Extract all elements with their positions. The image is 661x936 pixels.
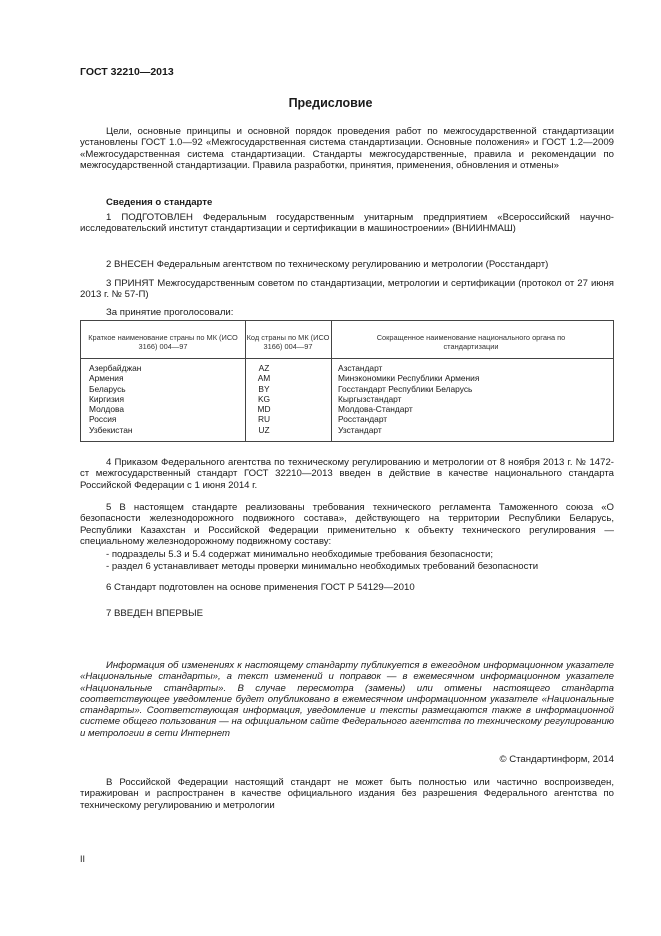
page-title: Предисловие (288, 96, 373, 110)
table-cell-code: BY (258, 383, 270, 394)
copyright-line: © Стандартинформ, 2014 (499, 754, 614, 765)
table-cell-body: Минэкономики Республики Армения (338, 373, 480, 384)
document-header: ГОСТ 32210—2013 (80, 66, 174, 78)
table-row (81, 425, 613, 435)
table-cell-country: Киргизия (89, 393, 125, 404)
table-cell-country: Россия (89, 414, 117, 425)
table-cell-country: Армения (89, 373, 124, 384)
table-cell-country: Молдова (89, 404, 124, 415)
item-7-paragraph: 7 ВВЕДЕН ВПЕРВЫЕ (106, 608, 204, 619)
table-row (81, 363, 613, 373)
notice-paragraph: Информация об изменениях к настоящему стандарту публикуется в ежегодном информационном указателе «Национальные стандарты», а текст изменений и поправок — в ежемесячном информационном указателе «Национальные стандарты». В случае пересмотра (замены) или отмены настоящего стандарта соответствующее уведомление будет опубликовано в ежемесячном информационном указателе «Национальные стандарты». Соответствующая информация, уведомление и тексты размещаются также в информационной системе общего пользования — на официальном сайте Федерального агентства по техническому регулированию и метрологии в сети Интернет (80, 660, 614, 739)
item-5-paragraph: 5 В настоящем стандарте реализованы требования технического регламента Таможенного союза «О безопасности железнодорожного подвижного состава», действующего на территории Республики Беларусь, Республики Казахстан и Российской Федерации применительно к объекту технического регулирования — специальному железнодорожному подвижному составу: (80, 502, 614, 547)
table-header-body: Сокращенное наименование национального органа по стандартизации (376, 333, 566, 351)
table-header-code: Код страны по МК (ИСО 3166) 004—97 (246, 333, 330, 351)
voting-table (80, 320, 614, 442)
table-cell-body: Кыргызстандарт (338, 393, 402, 404)
table-header-country: Краткое наименование страны по МК (ИСО 3166) 004—97 (88, 333, 238, 351)
table-cell-country: Беларусь (89, 383, 126, 394)
item-4-paragraph: 4 Приказом Федерального агентства по техническому регулированию и метрологии от 8 ноября 2013 г. № 1472-ст межгосударственный стандарт ГОСТ 32210—2013 введен в действие в качестве национального стандарта Российской Федерации с 1 июня 2014 г. (80, 457, 614, 491)
table-row (81, 373, 613, 383)
table-row (81, 384, 613, 394)
table-cell-body: Госстандарт Республики Беларусь (338, 383, 473, 394)
restriction-paragraph: В Российской Федерации настоящий стандарт не может быть полностью или частично воспроизведен, тиражирован и распространен в качестве официального издания без разрешения Федерального агентства по техническому регулированию и метрологии (80, 777, 614, 811)
table-cell-body: Росстандарт (338, 414, 388, 425)
item-2-paragraph: 2 ВНЕСЕН Федеральным агентством по техническому регулированию и метрологии (Росстандарт) (106, 259, 549, 270)
table-cell-country: Узбекистан (89, 424, 133, 435)
table-row (81, 404, 613, 414)
table-cell-country: Азербайджан (89, 363, 142, 373)
table-cell-code: KG (257, 393, 271, 404)
table-header (81, 321, 613, 359)
item-3-paragraph: 3 ПРИНЯТ Межгосударственным советом по стандартизации, метрологии и сертификации (протокол от 27 июня 2013 г. № 57-П) (80, 278, 614, 301)
page-number: II (80, 854, 86, 864)
intro-paragraph: Цели, основные принципы и основной порядок проведения работ по межгосударственной стандартизации установлены ГОСТ 1.0—92 «Межгосударственная система стандартизации. Основные положения» и ГОСТ 1.2—2009 «Межгосударственная система стандартизации. Стандарты межгосударственные, правила и рекомендации по межгосударственной стандартизации. Правила разработки, принятия, применения, обновления и отмены» (80, 126, 614, 171)
item-5-list-b: - раздел 6 устанавливает методы проверки минимально необходимых требований безопасности (106, 561, 539, 572)
table-row (81, 414, 613, 424)
item-1-paragraph: 1 ПОДГОТОВЛЕН Федеральным государственным унитарным предприятием «Всероссийский научно-исследовательский институт стандартизации и сертификации в машиностроении» (ВНИИНМАШ) (80, 212, 614, 235)
table-cell-code: RU (257, 414, 271, 425)
table-cell-body: Молдова-Стандарт (338, 404, 413, 415)
item-6-paragraph: 6 Стандарт подготовлен на основе применения ГОСТ Р 54129—2010 (106, 582, 415, 593)
table-row (81, 394, 613, 404)
table-cell-code: UZ (258, 424, 270, 435)
vote-intro: За принятие проголосовали: (106, 307, 234, 318)
table-cell-code: MD (257, 404, 271, 415)
item-5-list-a: - подразделы 5.3 и 5.4 содержат минимально необходимые требования безопасности; (106, 549, 494, 560)
table-cell-code: AM (257, 373, 271, 384)
table-cell-body: Азстандарт (338, 363, 383, 373)
section-subheading: Сведения о стандарте (106, 197, 213, 208)
table-cell-body: Узстандарт (338, 424, 382, 435)
table-cell-code: AZ (258, 363, 270, 373)
table-body (81, 363, 613, 435)
